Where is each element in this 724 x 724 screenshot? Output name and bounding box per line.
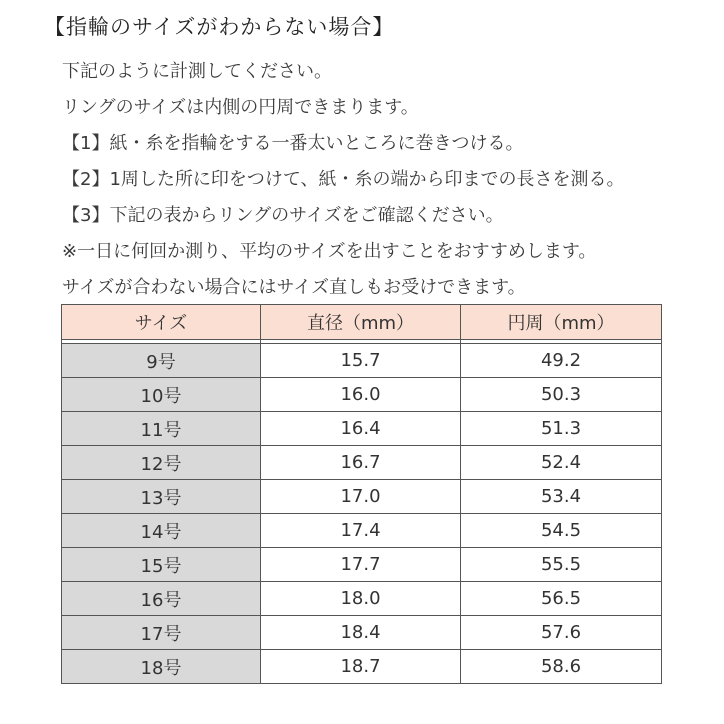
table-row [62, 446, 662, 480]
cell-size: 9号 [62, 344, 261, 378]
instruction-line: サイズが合わない場合にはサイズ直しもお受けできます。 [62, 277, 526, 298]
table-header-row [62, 305, 662, 340]
table-row [62, 480, 662, 514]
instruction-line: リングのサイズは内側の円周できまります。 [62, 97, 419, 118]
cell-diameter: 17.0 [261, 480, 461, 514]
cell-size: 11号 [62, 412, 261, 446]
cell-size: 13号 [62, 480, 261, 514]
instruction-line: 下記のように計測してください。 [62, 61, 332, 82]
cell-circumference: 51.3 [461, 412, 662, 446]
cell-diameter: 16.7 [261, 446, 461, 480]
table-row [62, 514, 662, 548]
table-row [62, 378, 662, 412]
cell-size: 15号 [62, 548, 261, 582]
cell-size: 16号 [62, 582, 261, 616]
table-row [62, 548, 662, 582]
cell-size: 17号 [62, 616, 261, 650]
cell-circumference: 50.3 [461, 378, 662, 412]
header-diameter: 直径（mm） [261, 305, 461, 340]
instruction-line: 【2】1周した所に印をつけて、紙・糸の端から印までの長さを測る。 [62, 169, 625, 190]
cell-diameter: 16.0 [261, 378, 461, 412]
cell-size: 14号 [62, 514, 261, 548]
page-title: 【指輪のサイズがわからない場合】 [44, 15, 395, 39]
table-row [62, 344, 662, 378]
cell-circumference: 53.4 [461, 480, 662, 514]
cell-circumference: 49.2 [461, 344, 662, 378]
cell-circumference: 58.6 [461, 650, 662, 684]
instructions [62, 54, 625, 306]
cell-diameter: 16.4 [261, 412, 461, 446]
cell-diameter: 17.7 [261, 548, 461, 582]
cell-circumference: 57.6 [461, 616, 662, 650]
cell-circumference: 55.5 [461, 548, 662, 582]
header-size: サイズ [62, 305, 261, 340]
cell-circumference: 54.5 [461, 514, 662, 548]
cell-diameter: 17.4 [261, 514, 461, 548]
table-row [62, 412, 662, 446]
instruction-line: 【1】紙・糸を指輪をする一番太いところに巻きつける。 [62, 133, 524, 154]
header-circumference: 円周（mm） [461, 305, 662, 340]
table-row [62, 616, 662, 650]
instruction-line: ※一日に何回か測り、平均のサイズを出すことをおすすめします。 [62, 241, 597, 262]
ring-size-table [61, 304, 662, 684]
cell-size: 18号 [62, 650, 261, 684]
cell-diameter: 18.4 [261, 616, 461, 650]
cell-size: 12号 [62, 446, 261, 480]
cell-diameter: 18.0 [261, 582, 461, 616]
cell-size: 10号 [62, 378, 261, 412]
table-row [62, 650, 662, 684]
instruction-line: 【3】下記の表からリングのサイズをご確認ください。 [62, 205, 504, 226]
cell-circumference: 52.4 [461, 446, 662, 480]
cell-diameter: 15.7 [261, 344, 461, 378]
cell-diameter: 18.7 [261, 650, 461, 684]
table-row [62, 582, 662, 616]
cell-circumference: 56.5 [461, 582, 662, 616]
